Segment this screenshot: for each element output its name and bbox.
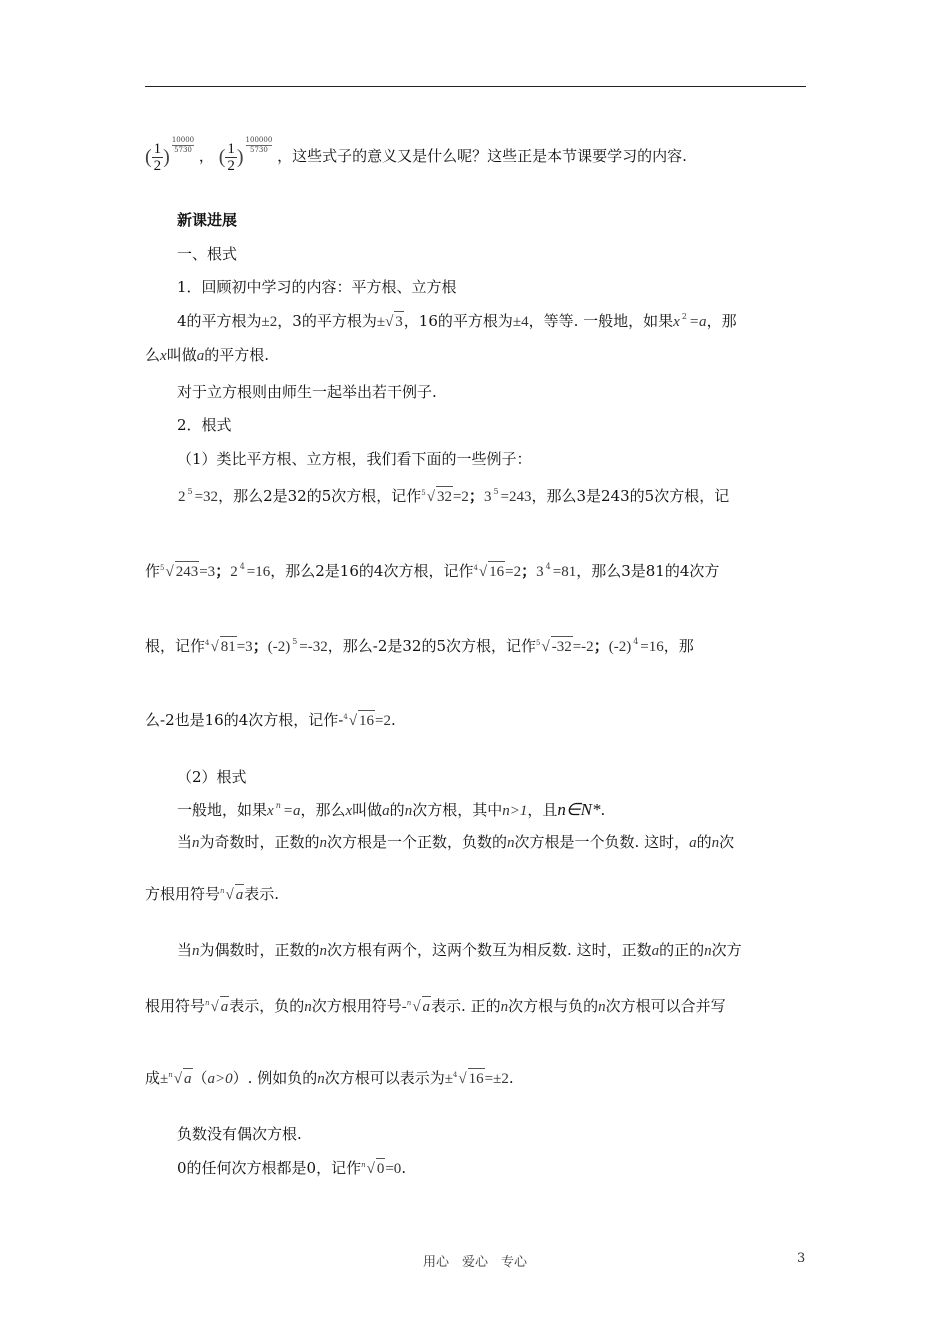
heading-radicals: 一、根式 (177, 245, 238, 263)
definition-line: 一般地，如果x $^n$ =a，那么x叫做a的n次方根，其中n>1，且n∈N*. (177, 800, 606, 819)
subheading-radical: （2）根式 (177, 768, 247, 786)
example-line-1: 2 $^5$ =32，那么2是32的5次方根，记作$^5$√ 32=2；3 $^5$ =243，那么3是243的5次方根，记 (178, 487, 730, 505)
item-radicals: 2．根式 (177, 416, 232, 434)
example-line-3: 根，记作$^4$√ 81=3；(-2) $^5$ =-32，那么-2是32的5次方根，记作$^5$√ -32=-2；(-2) $^4$ =16，那 (145, 637, 694, 655)
even-root-line-3: 成±$^n$√ a（a>0）. 例如负的n次方根可以表示为±$^4$√ 16=±2. (145, 1069, 514, 1087)
example-line-2: 作$^5$√ 243=3；2 $^4$ =16，那么2是16的4次方根，记作$^4$√ 16=2；3 $^4$ =81，那么3是81的4次方 (145, 562, 720, 580)
paragraph-cube-roots: 对于立方根则由师生一起举出若干例子. (177, 383, 437, 401)
exponent-2: $\frac{100000}{5730}$ (245, 136, 273, 154)
odd-root-line: 当n为奇数时，正数的n次方根是一个正数，负数的n次方根是一个负数. 这时，a的n次 (177, 833, 735, 851)
exponent-1: $\frac{10000}{5730}$ (171, 136, 195, 154)
even-root-line: 当n为偶数时，正数的n次方根有两个，这两个数互为相反数. 这时，正数a的正的n次方 (177, 941, 742, 959)
paragraph-square-roots-cont: 么x叫做a的平方根. (145, 346, 269, 364)
subheading-analogy: （1）类比平方根、立方根，我们看下面的一些例子： (177, 450, 532, 468)
footer-motto: 用心 爱心 专心 (422, 1255, 527, 1270)
odd-root-line-cont: 方根用符号$^n$√ a表示. (145, 885, 280, 903)
paragraph-square-roots: 4的平方根为±2，3的平方根为±√ 3，16的平方根为±4，等等. 一般地，如果x $^2$ =a，那 (177, 312, 737, 330)
item-review: 1．回顾初中学习的内容：平方根、立方根 (177, 278, 457, 296)
no-even-root-note: 负数没有偶次方根. (177, 1125, 302, 1143)
example-line-4: 么-2也是16的4次方根，记作-$^4$√ 16=2. (145, 711, 396, 729)
intro-text: ，这些式子的意义又是什么呢？这些正是本节课要学习的内容. (277, 147, 687, 165)
page-number: 3 (797, 1251, 806, 1266)
even-root-line-2: 根用符号$^n$√ a表示，负的n次方根用符号-$^n$√ a表示. 正的n次方根与负的n次方根可以合并写 (145, 997, 726, 1015)
fraction-half-1: $\frac{1}{2}$ (153, 140, 162, 174)
section-title: 新课进展 (177, 211, 238, 229)
zero-root-line: 0的任何次方根都是0，记作$^n$√ 0=0. (177, 1159, 407, 1177)
intro-line: ( $\frac{1}{2}$ ) $\frac{10000}{5730}$ ， ( $\frac{1}{2}$ ) $\frac{100000}{5730}$ ，这些式子的意义又是什么呢？这些正是本节课要学习的内容. (145, 136, 687, 174)
header-rule (145, 86, 806, 87)
fraction-half-2: $\frac{1}{2}$ (227, 140, 235, 174)
